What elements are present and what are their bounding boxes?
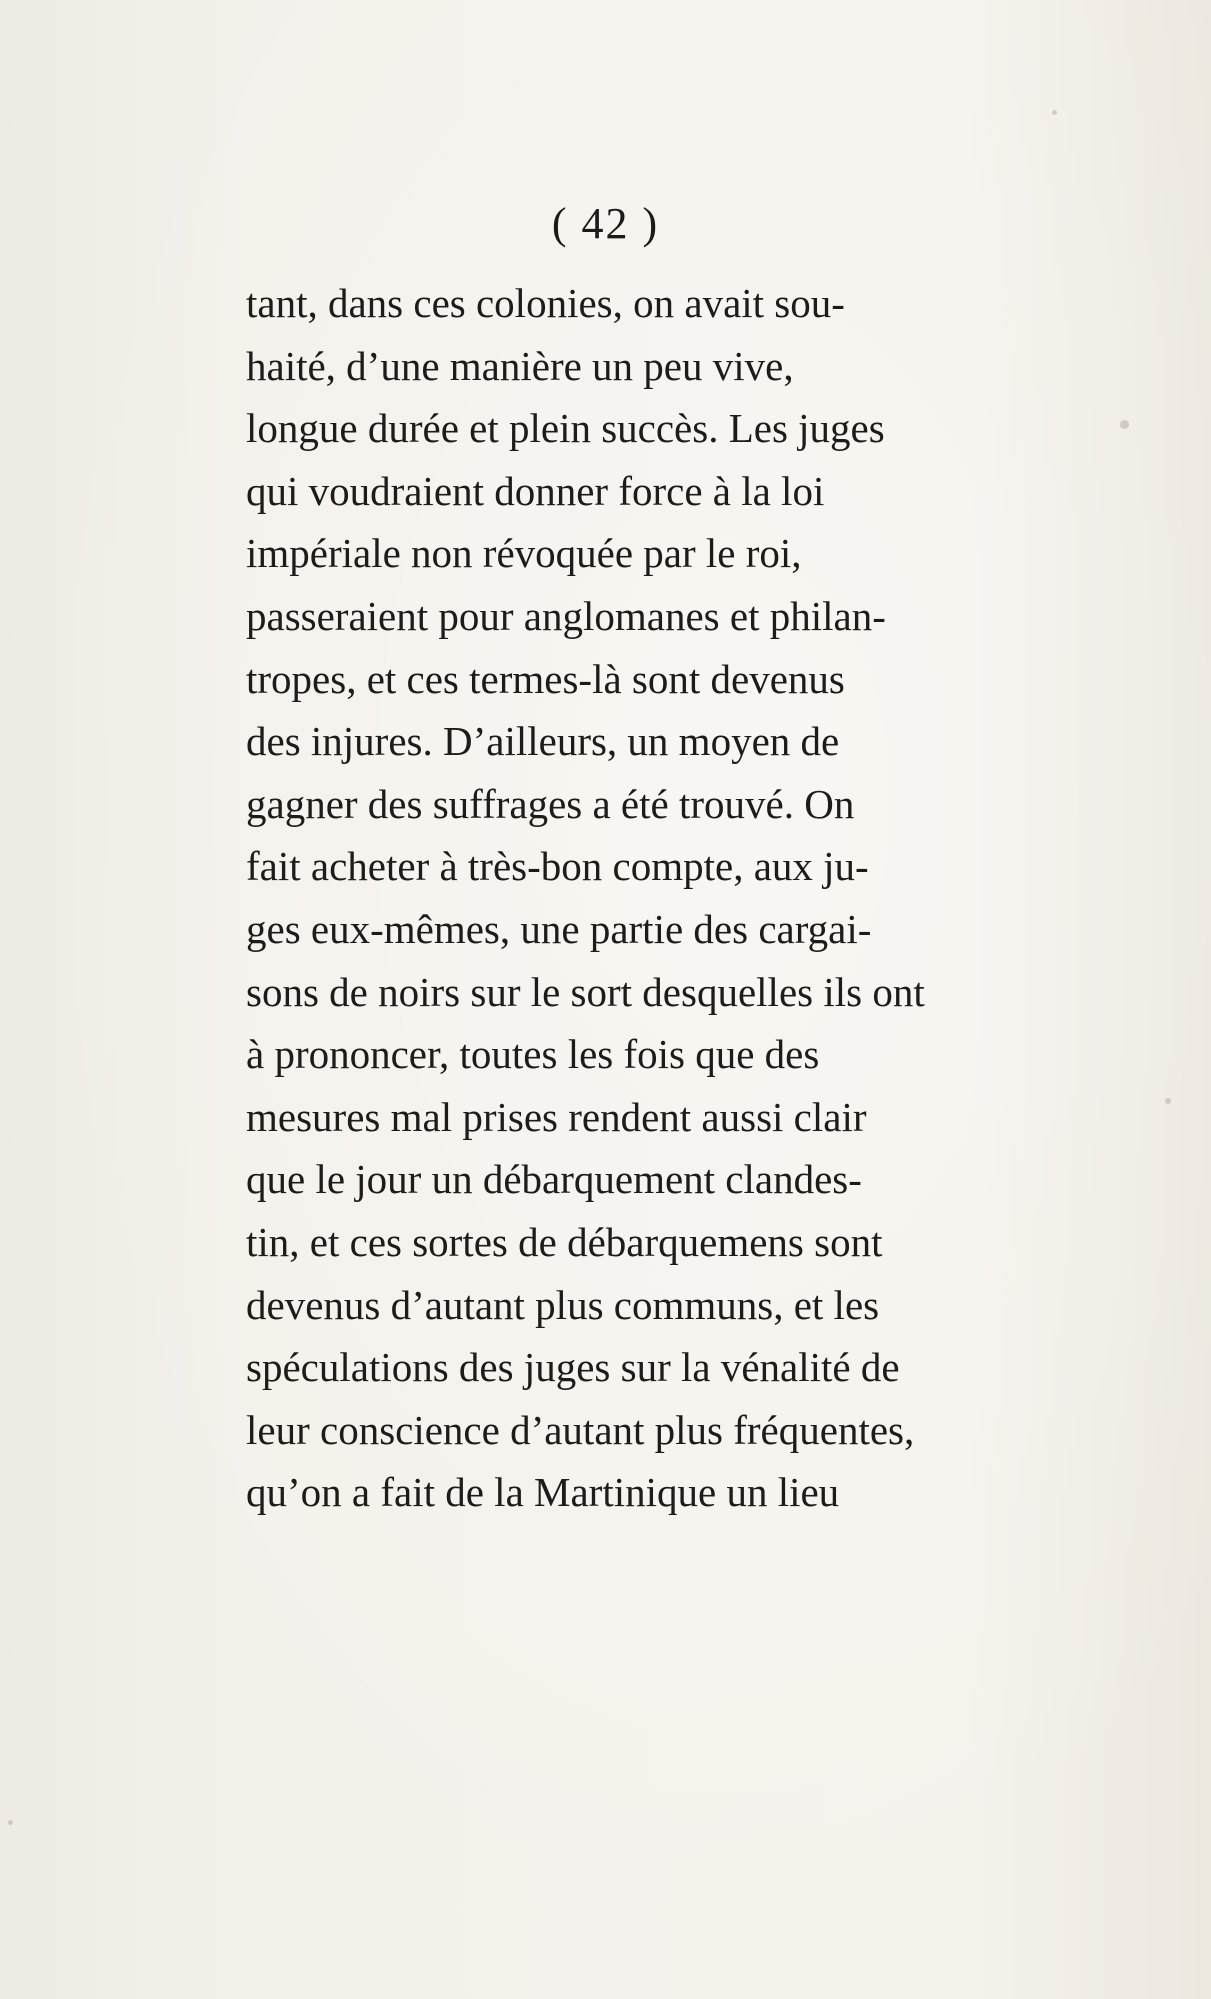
text-line: impériale non révoquée par le roi,	[246, 530, 802, 577]
text-line: à prononcer, toutes les fois que des	[246, 1031, 820, 1078]
paper-speck	[1120, 420, 1129, 429]
text-line: haité, d’une manière un peu vive,	[246, 342, 794, 389]
text-line: des injures. D’ailleurs, un moyen de	[246, 718, 840, 765]
text-line: que le jour un débarquement clandes-	[246, 1156, 862, 1203]
paper-speck	[1052, 110, 1057, 115]
body-text	[246, 272, 1064, 1524]
text-line: tant, dans ces colonies, on avait sou-	[246, 280, 845, 326]
text-line: tropes, et ces termes-là sont devenus	[246, 655, 845, 702]
text-line: fait acheter à très-bon compte, aux ju-	[246, 843, 869, 890]
text-line: spéculations des juges sur la vénalité de	[246, 1344, 900, 1391]
text-line: qui voudraient donner force à la loi	[246, 467, 825, 514]
text-line: leur conscience d’autant plus fréquentes,	[246, 1406, 915, 1453]
text-line: devenus d’autant plus communs, et les	[246, 1281, 880, 1328]
text-line: mesures mal prises rendent aussi clair	[246, 1093, 867, 1140]
text-line: sons de noirs sur le sort desquelles ils ont	[246, 968, 925, 1015]
text-line: passeraient pour anglomanes et philan-	[246, 592, 886, 639]
paper-speck	[8, 1820, 13, 1825]
paper-speck	[1165, 1098, 1171, 1104]
text-line: tin, et ces sortes de débarquemens sont	[246, 1218, 883, 1265]
text-line: gagner des suffrages a été trouvé. On	[246, 780, 855, 827]
page-number: ( 42 )	[551, 199, 660, 248]
text-line: qu’on a fait de la Martinique un lieu	[246, 1469, 840, 1516]
text-line: longue durée et plein succès. Les juges	[246, 405, 885, 452]
text-line: ges eux-mêmes, une partie des cargai-	[246, 905, 872, 952]
